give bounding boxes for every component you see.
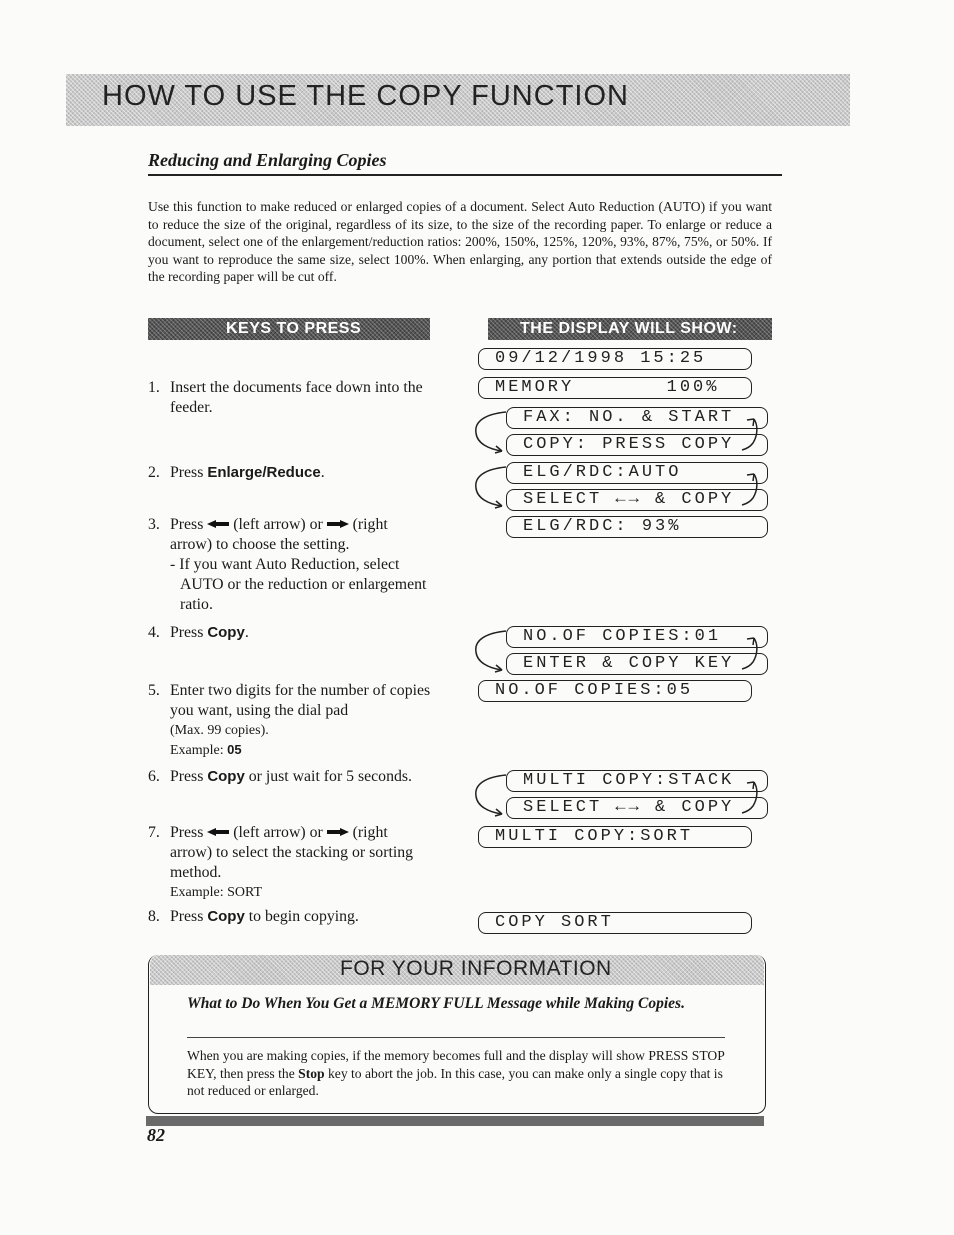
lcd-display: MULTI COPY:STACK [506, 770, 768, 792]
enlarge-reduce-key: Enlarge/Reduce [207, 464, 321, 481]
lcd-display: COPY SORT [478, 912, 752, 934]
step-4 [148, 623, 432, 643]
step-7 [148, 823, 432, 902]
information-text: When you are making copies, if the memory becomes full and the display will show PRESS STOP KEY, then press the Stop key to abort the job. In this case, you can make only a single copy that is not reduced or enlarged. [187, 1048, 725, 1098]
step-6 [148, 767, 432, 787]
step-max-note: (Max. 99 copies). [170, 723, 269, 738]
lcd-display: SELECT ←→ & COPY [506, 797, 768, 819]
step-note: - If you want Auto Reduction, select AUTO or the reduction or enlargement ratio. [170, 556, 427, 613]
display-will-show-header [488, 318, 772, 340]
lcd-display: ELG/RDC: 93% [506, 516, 768, 538]
copy-key: Copy [207, 908, 245, 925]
step-number: 4. [148, 624, 160, 641]
right-arrow-icon [327, 828, 349, 837]
lcd-display: 09/12/1998 15:25 [478, 348, 752, 370]
footer-bar [146, 1116, 764, 1126]
step-text: Press Enlarge/Reduce. [170, 464, 325, 481]
right-arrow-icon [327, 520, 349, 529]
copy-key: Copy [207, 624, 245, 641]
lcd-display: ENTER & COPY KEY [506, 653, 768, 675]
lcd-display: NO.OF COPIES:01 [506, 626, 768, 648]
stop-key: Stop [298, 1065, 325, 1081]
step-text: Enter two digits for the number of copies you want, using the dial pad (Max. 99 copies). Example: 05 [170, 682, 431, 758]
intro-paragraph: Use this function to make reduced or enlarged copies of a document. Select Auto Reduction (AUTO) if you want to reduce the size of the original, regardless of its size, to the size of the recording paper. To enlarge or reduce a document, select one of the enlargement/reduction ratios: 200%, 150%, 125%, 120%, 93%, 87%, 75%, or 50%. If you want to reproduce the same size, select 100%. When enlarging, any portion that extends outside the edge of the recording paper will be cut off. [148, 199, 772, 285]
lcd-display: ELG/RDC:AUTO [506, 462, 768, 484]
step-number: 1. [148, 379, 160, 396]
step-number: 8. [148, 908, 160, 925]
lcd-display: MULTI COPY:SORT [478, 826, 752, 848]
step-5 [148, 681, 432, 760]
step-text: Press Copy to begin copying. [170, 908, 359, 925]
step-text: Press (left arrow) or (right arrow) to select the stacking or sorting method. Example: SORT [170, 823, 432, 902]
step-text: Press (left arrow) or (right arrow) to choose the setting. - If you want Auto Reduction, select AUTO or the reduction or enlargement ratio. [170, 515, 432, 615]
lcd-display: FAX: NO. & START [506, 407, 768, 429]
step-example: Example: 05 [170, 742, 242, 758]
step-text: Press Copy or just wait for 5 seconds. [170, 768, 412, 785]
copy-key: Copy [207, 768, 245, 785]
step-example: Example: SORT [170, 885, 263, 900]
lcd-display: NO.OF COPIES:05 [478, 680, 752, 702]
lcd-display: MEMORY 100% [478, 377, 752, 399]
step-3 [148, 515, 432, 615]
step-number: 3. [148, 516, 160, 533]
page-header-title: HOW TO USE THE COPY FUNCTION [102, 80, 629, 112]
lcd-display: SELECT ←→ & COPY [506, 489, 768, 511]
information-box-header [150, 955, 764, 985]
step-number: 6. [148, 768, 160, 785]
left-arrow-icon [207, 828, 229, 837]
step-number: 5. [148, 682, 160, 699]
step-number: 2. [148, 464, 160, 481]
step-text: Press Copy. [170, 624, 249, 641]
page-number: 82 [147, 1125, 165, 1145]
section-title: Reducing and Enlarging Copies [148, 150, 387, 170]
lcd-display: COPY: PRESS COPY [506, 434, 768, 456]
step-text: Insert the documents face down into the feeder. [170, 379, 423, 416]
page-header-bar [66, 74, 850, 126]
information-divider [187, 1037, 725, 1038]
step-number: 7. [148, 824, 160, 841]
information-subtitle: What to Do When You Get a MEMORY FULL Message while Making Copies. [187, 995, 685, 1012]
step-2 [148, 463, 432, 483]
step-1 [148, 378, 432, 418]
step-8 [148, 907, 432, 927]
section-divider [148, 174, 782, 176]
information-box-title: FOR YOUR INFORMATION [340, 957, 612, 980]
keys-to-press-label: KEYS TO PRESS [226, 320, 362, 337]
display-will-show-label: THE DISPLAY WILL SHOW: [520, 320, 738, 337]
keys-to-press-header [148, 318, 430, 340]
left-arrow-icon [207, 520, 229, 529]
